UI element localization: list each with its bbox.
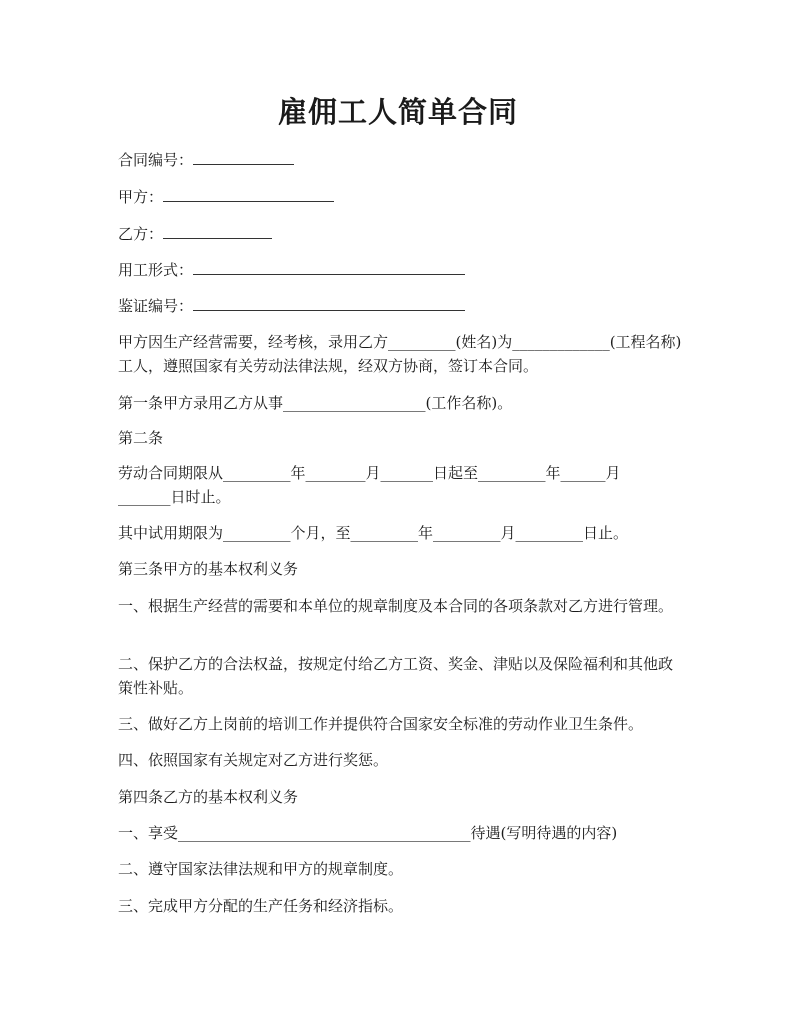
article-3-heading: 第三条甲方的基本权利义务 [118, 560, 299, 578]
article-3-item-2: 二、保护乙方的合法权益，按规定付给乙方工资、奖金、津贴以及保险福利和其他政策性补贴。 [118, 655, 674, 697]
article-3-item-3: 三、做好乙方上岗前的培训工作并提供符合国家安全标准的劳动作业卫生条件。 [118, 715, 644, 733]
employment-form-blank [193, 258, 465, 275]
employment-form-field [118, 258, 465, 282]
contract-term-line-1: 劳动合同期限从_________年________月_______日起至_________年______月 [118, 464, 621, 482]
probation-paragraph: 其中试用期限为_________个月，至_________年_________月_________日止。 [118, 524, 629, 542]
party-a-label: 甲方： [118, 188, 164, 206]
contract-no-blank [193, 148, 294, 165]
article-4-item-1: 一、享受_______________________________________待遇(写明待遇的内容) [118, 824, 618, 842]
article-2-heading: 第二条 [118, 429, 164, 447]
certification-no-label: 鉴证编号： [118, 297, 194, 315]
contract-no-label: 合同编号： [118, 151, 194, 169]
contract-term-line-2: _______日时止。 [118, 488, 231, 506]
employment-form-label: 用工形式： [118, 261, 194, 279]
article-4-item-3: 三、完成甲方分配的生产任务和经济指标。 [118, 897, 404, 915]
party-b-blank [163, 222, 272, 239]
party-b-label: 乙方： [118, 225, 164, 243]
contract-no-field [118, 148, 294, 172]
certification-no-field [118, 294, 465, 318]
party-a-field [118, 185, 334, 209]
intro-paragraph: 甲方因生产经营需要，经考核，录用乙方_________(姓名)为_____________(工程名称)工人，遵照国家有关劳动法律法规，经双方协商，签订本合同。 [118, 333, 682, 375]
article-3-item-4: 四、依照国家有关规定对乙方进行奖惩。 [118, 751, 389, 769]
article-1: 第一条甲方录用乙方从事___________________(工作名称)。 [118, 394, 513, 412]
article-4-item-2: 二、遵守国家法律法规和甲方的规章制度。 [118, 860, 404, 878]
document-title: 雇佣工人简单合同 [277, 95, 518, 129]
party-b-field [118, 222, 272, 246]
article-4-heading: 第四条乙方的基本权利义务 [118, 788, 299, 806]
party-a-blank [163, 185, 334, 202]
article-3-item-1: 一、根据生产经营的需要和本单位的规章制度及本合同的各项条款对乙方进行管理。 [118, 597, 674, 615]
certification-no-blank [193, 294, 465, 311]
